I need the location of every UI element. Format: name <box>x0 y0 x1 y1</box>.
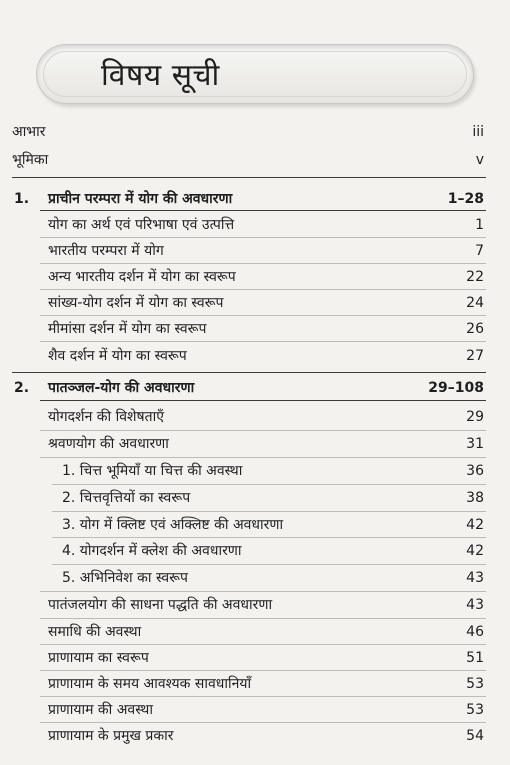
chapter-title: पातञ्जल-योग की अवधारणा <box>48 380 195 396</box>
toc-entry-page: 43 <box>466 597 484 613</box>
chapter-pages: 1–28 <box>447 191 484 207</box>
toc-entry-page: 42 <box>466 517 484 533</box>
toc-chapter-1[interactable] <box>0 187 510 211</box>
toc-entry-page: 53 <box>466 676 484 692</box>
divider-rule <box>40 210 486 211</box>
toc-subentry[interactable] <box>0 459 510 483</box>
row-rule <box>40 289 486 290</box>
toc-entry-label: भारतीय परम्परा में योग <box>48 243 164 259</box>
toc-entry-label: योग का अर्थ एवं परिभाषा एवं उत्पत्ति <box>48 217 235 233</box>
toc-entry-label: प्राणायाम के समय आवश्यक सावधानियाँ <box>48 676 252 692</box>
toc-entry[interactable] <box>0 724 510 748</box>
divider-rule <box>12 372 486 373</box>
toc-entry-page: iii <box>472 124 484 140</box>
toc-entry-page: 43 <box>466 570 484 586</box>
row-rule <box>52 484 486 485</box>
toc-entry[interactable] <box>0 698 510 722</box>
chapter-number: 2. <box>14 380 30 396</box>
row-rule <box>40 315 486 316</box>
row-rule <box>52 537 486 538</box>
toc-entry-label: प्राणायाम के प्रमुख प्रकार <box>48 728 174 744</box>
row-rule <box>40 670 486 671</box>
toc-entry-label: 3. योग में क्लिष्ट एवं अक्लिष्ट की अवधारणा <box>62 517 284 533</box>
toc-entry-page: 46 <box>466 624 484 640</box>
toc-entry-label: 4. योगदर्शन में क्लेश की अवधारणा <box>62 543 242 559</box>
toc-entry-label: 5. अभिनिवेश का स्वरूप <box>62 570 189 586</box>
toc-entry-label: सांख्य-योग दर्शन में योग का स्वरूप <box>48 295 224 311</box>
chapter-pages: 29–108 <box>428 380 484 396</box>
toc-entry-page: 24 <box>466 295 484 311</box>
toc-entry-label: प्राणायाम की अवस्था <box>48 702 153 718</box>
row-rule <box>40 237 486 238</box>
toc-entry[interactable] <box>0 265 510 289</box>
toc-entry-page: 26 <box>466 321 484 337</box>
row-rule <box>40 644 486 645</box>
toc-entry-page: v <box>475 152 484 168</box>
row-rule <box>40 591 486 592</box>
toc-entry-page: 42 <box>466 543 484 559</box>
toc-entry[interactable] <box>0 646 510 670</box>
page-title: विषय सूची <box>101 58 220 93</box>
toc-entry-page: 53 <box>466 702 484 718</box>
toc-entry[interactable] <box>0 317 510 341</box>
toc-subentry[interactable] <box>0 566 510 590</box>
row-rule <box>52 564 486 565</box>
toc-entry-page: 54 <box>466 728 484 744</box>
row-rule <box>40 430 486 431</box>
toc-entry-page: 51 <box>466 650 484 666</box>
toc-entry-front[interactable] <box>0 120 510 144</box>
toc-entry[interactable] <box>0 405 510 429</box>
toc-entry-page: 29 <box>466 409 484 425</box>
toc-entry-label: समाधि की अवस्था <box>48 624 142 640</box>
chapter-title: प्राचीन परम्परा में योग की अवधारणा <box>48 191 233 207</box>
toc-entry-label: योगदर्शन की विशेषताएँ <box>48 409 164 425</box>
toc-entry-label: अन्य भारतीय दर्शन में योग का स्वरूप <box>48 269 236 285</box>
toc-entry-label: मीमांसा दर्शन में योग का स्वरूप <box>48 321 207 337</box>
toc-entry-label: शैव दर्शन में योग का स्वरूप <box>48 348 187 364</box>
toc-entry-page: 31 <box>466 436 484 452</box>
toc-subentry[interactable] <box>0 486 510 510</box>
toc-entry[interactable] <box>0 620 510 644</box>
toc-entry[interactable] <box>0 213 510 237</box>
row-rule <box>40 457 486 458</box>
toc-entry-label: श्रवणयोग की अवधारणा <box>48 436 169 452</box>
row-rule <box>40 263 486 264</box>
toc-entry-page: 7 <box>475 243 484 259</box>
toc-entry-page: 38 <box>466 490 484 506</box>
row-rule <box>40 696 486 697</box>
toc-entry[interactable] <box>0 291 510 315</box>
row-rule <box>40 618 486 619</box>
toc-entry[interactable] <box>0 344 510 368</box>
toc-entry-page: 27 <box>466 348 484 364</box>
toc-entry-front[interactable] <box>0 148 510 172</box>
toc-entry-label: आभार <box>12 124 46 140</box>
toc-entry-label: प्राणायाम का स्वरूप <box>48 650 149 666</box>
toc-entry-page: 22 <box>466 269 484 285</box>
toc-entry-page: 1 <box>475 217 484 233</box>
toc-entry[interactable] <box>0 672 510 696</box>
toc-entry-page: 36 <box>466 463 484 479</box>
toc-entry[interactable] <box>0 432 510 456</box>
toc-entry-label: 1. चित्त भूमियाँ या चित्त की अवस्था <box>62 463 243 479</box>
row-rule <box>40 722 486 723</box>
chapter-number: 1. <box>14 191 30 207</box>
divider-rule <box>12 177 486 178</box>
toc-chapter-2[interactable] <box>0 376 510 400</box>
toc-entry-label: पातंजलयोग की साधना पद्धति की अवधारणा <box>48 597 273 613</box>
row-rule <box>40 341 486 342</box>
toc-entry[interactable] <box>0 593 510 617</box>
toc-subentry[interactable] <box>0 539 510 563</box>
toc-entry-label: 2. चित्तवृत्तियों का स्वरूप <box>62 490 191 506</box>
title-banner <box>36 44 474 104</box>
toc-entry-label: भूमिका <box>12 152 49 168</box>
row-rule <box>52 511 486 512</box>
divider-rule <box>40 400 486 401</box>
toc-subentry[interactable] <box>0 513 510 537</box>
toc-entry[interactable] <box>0 239 510 263</box>
